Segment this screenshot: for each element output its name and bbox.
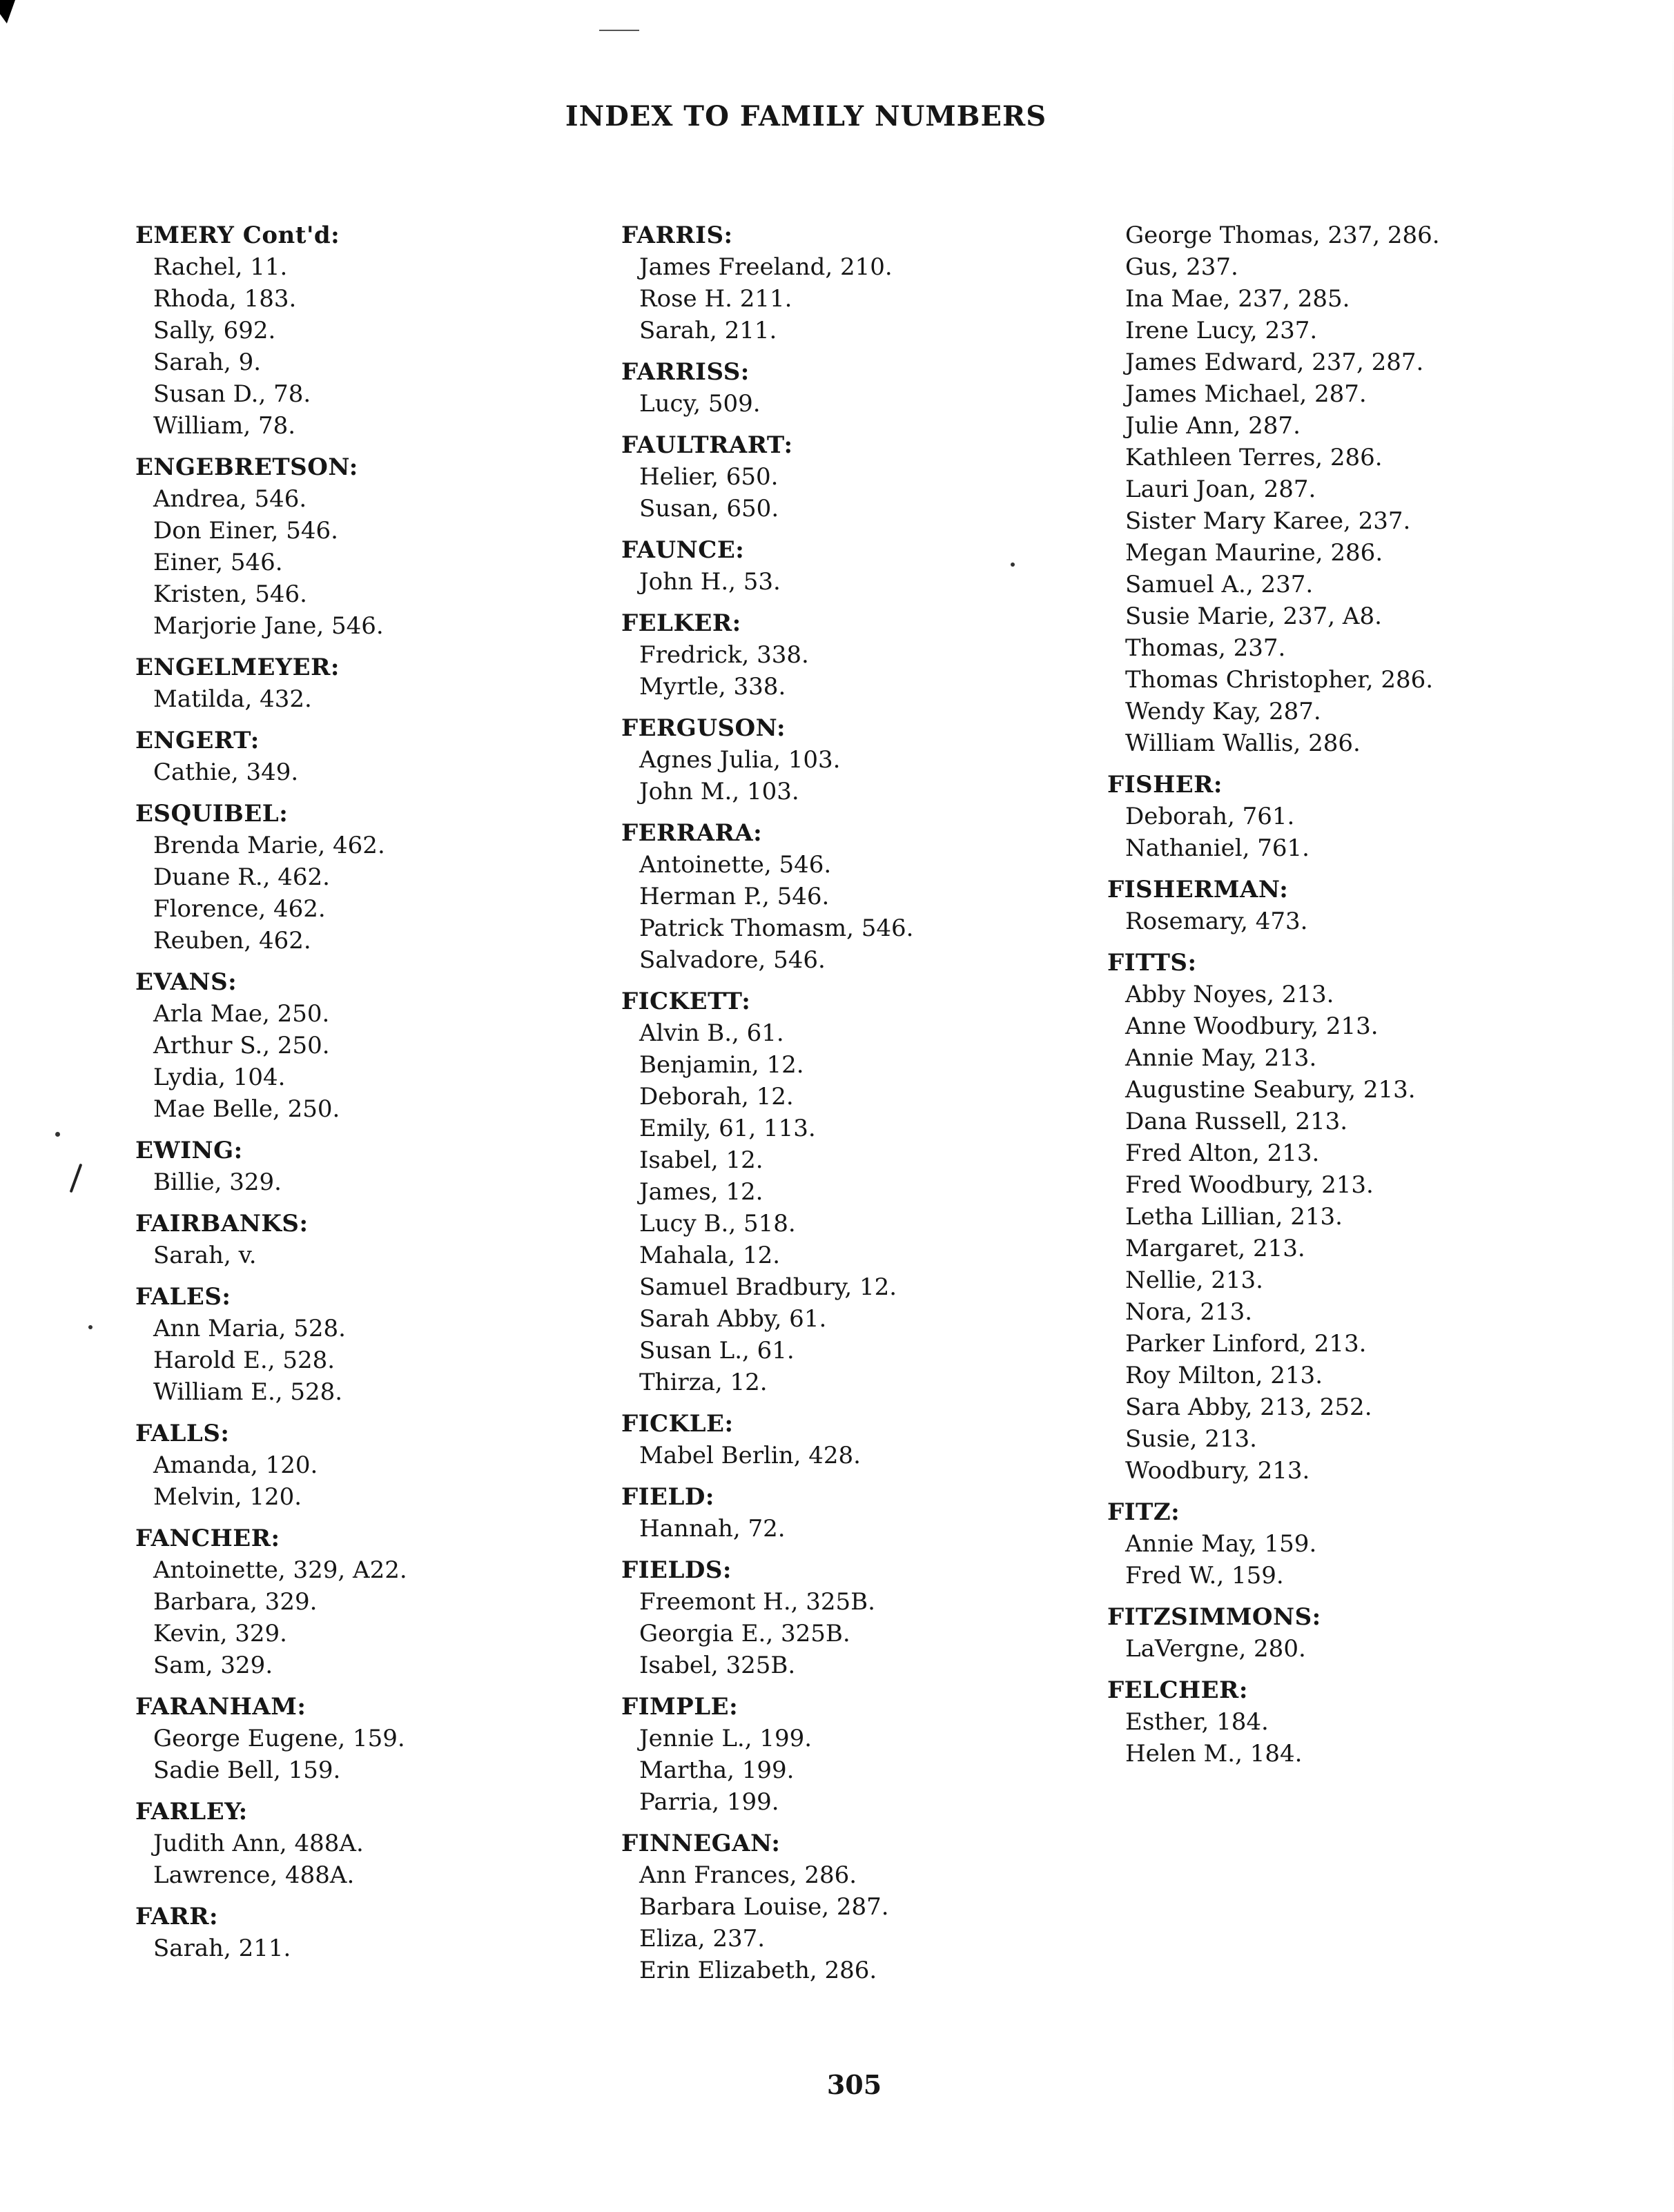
index-entry: Thomas, 237. <box>1125 634 1286 662</box>
index-entry: Kevin, 329. <box>153 1620 287 1647</box>
surname-group <box>135 966 632 1125</box>
index-entry: John M., 103. <box>639 778 799 805</box>
index-entry: Mahala, 12. <box>639 1242 781 1269</box>
index-entry: Brenda Marie, 462. <box>153 832 385 859</box>
index-entry: Myrtle, 338. <box>639 673 786 701</box>
surname-heading: FISHER: <box>1107 771 1223 799</box>
scan-corner-mark <box>0 0 15 23</box>
index-entry: Deborah, 12. <box>639 1083 794 1110</box>
surname-heading: ENGERT: <box>135 727 260 754</box>
index-entry: Hannah, 72. <box>639 1515 786 1543</box>
surname-heading: EWING: <box>135 1137 243 1164</box>
surname-heading: FARRISS: <box>621 358 750 386</box>
index-column-1 <box>135 219 632 1974</box>
surname-heading: ENGELMEYER: <box>135 654 340 681</box>
index-entry: Rose H. 211. <box>639 285 792 313</box>
surname-heading: FIELDS: <box>621 1556 732 1584</box>
index-entry: LaVergne, 280. <box>1125 1635 1306 1663</box>
index-entry: Abby Noyes, 213. <box>1125 981 1334 1008</box>
index-entry: Duane R., 462. <box>153 863 330 891</box>
surname-group <box>621 607 1118 703</box>
index-entry: Parria, 199. <box>639 1788 779 1816</box>
index-entry: James Edward, 237, 287. <box>1125 349 1424 376</box>
surname-group <box>1107 1601 1604 1665</box>
index-entry: Sarah Abby, 61. <box>639 1305 827 1333</box>
index-entry: Andrea, 546. <box>153 485 307 513</box>
index-entry: Reuben, 462. <box>153 927 311 955</box>
index-entry: Amanda, 120. <box>153 1451 318 1479</box>
surname-heading: EVANS: <box>135 968 237 996</box>
surname-heading: FAUNCE: <box>621 536 745 564</box>
index-entry: Julie Ann, 287. <box>1125 412 1301 440</box>
index-entry: James Freeland, 210. <box>639 253 893 281</box>
index-entry: Gus, 237. <box>1125 253 1238 281</box>
index-entry: Arthur S., 250. <box>153 1032 330 1059</box>
surname-heading: FARRIS: <box>621 222 733 249</box>
index-entry: Susan D., 78. <box>153 380 311 408</box>
surname-group <box>621 534 1118 598</box>
index-entry: Judith Ann, 488A. <box>153 1830 364 1857</box>
index-entry: Kristen, 546. <box>153 580 307 608</box>
index-entry: Margaret, 213. <box>1125 1235 1305 1262</box>
index-entry: George Eugene, 159. <box>153 1725 405 1752</box>
index-entry: William, 78. <box>153 412 296 440</box>
surname-group <box>621 817 1118 976</box>
surname-heading: FARLEY: <box>135 1798 248 1826</box>
index-entry: Isabel, 325B. <box>639 1652 796 1679</box>
surname-heading: FANCHER: <box>135 1525 280 1552</box>
surname-group <box>135 1901 632 1964</box>
index-entry: Sarah, 211. <box>153 1935 291 1962</box>
index-entry: Wendy Kay, 287. <box>1125 698 1321 725</box>
index-entry: Thomas Christopher, 286. <box>1125 666 1434 694</box>
index-entry: Kathleen Terres, 286. <box>1125 444 1383 471</box>
index-entry: Augustine Seabury, 213. <box>1125 1076 1416 1104</box>
index-entry: Herman P., 546. <box>639 883 830 910</box>
index-entry: Florence, 462. <box>153 895 326 923</box>
index-entry: Ann Maria, 528. <box>153 1315 346 1342</box>
index-entry: Barbara Louise, 287. <box>639 1893 889 1921</box>
surname-group <box>135 1135 632 1198</box>
surname-group <box>135 1208 632 1271</box>
surname-heading: FERGUSON: <box>621 714 786 742</box>
surname-group <box>135 1523 632 1681</box>
surname-group <box>1107 1496 1604 1592</box>
index-entry: Susie Marie, 237, A8. <box>1125 603 1382 630</box>
index-entry: Irene Lucy, 237. <box>1125 317 1318 344</box>
index-entry: Lydia, 104. <box>153 1064 286 1091</box>
index-entry: Fred W., 159. <box>1125 1562 1284 1589</box>
pen-mark <box>70 1164 83 1193</box>
index-entry: Patrick Thomasm, 546. <box>639 914 914 942</box>
index-entry: Erin Elizabeth, 286. <box>639 1957 877 1984</box>
index-entry: Susie, 213. <box>1125 1425 1257 1453</box>
index-entry: Freemont H., 325B. <box>639 1588 875 1616</box>
surname-group <box>1107 947 1604 1487</box>
index-entry: Lucy B., 518. <box>639 1210 796 1237</box>
index-entry: Parker Linford, 213. <box>1125 1330 1367 1358</box>
surname-heading: FAIRBANKS: <box>135 1210 309 1237</box>
surname-heading: FINNEGAN: <box>621 1830 781 1857</box>
index-entry: Sara Abby, 213, 252. <box>1125 1393 1372 1421</box>
index-entry: Nathaniel, 761. <box>1125 834 1310 862</box>
surname-heading: FAULTRART: <box>621 431 793 459</box>
index-entry: Barbara, 329. <box>153 1588 318 1616</box>
surname-group <box>135 1691 632 1786</box>
index-entry: Esther, 184. <box>1125 1708 1269 1736</box>
surname-heading: FISHERMAN: <box>1107 876 1289 903</box>
surname-heading: FERRARA: <box>621 819 763 847</box>
index-entry: James Michael, 287. <box>1125 380 1367 408</box>
index-entry: Agnes Julia, 103. <box>639 746 841 774</box>
surname-heading: FITTS: <box>1107 949 1197 977</box>
surname-group <box>135 1418 632 1513</box>
index-entry: Don Einer, 546. <box>153 517 338 545</box>
surname-heading: ENGEBRETSON: <box>135 453 358 481</box>
index-entry: Isabel, 12. <box>639 1146 763 1174</box>
index-entry: Einer, 546. <box>153 549 283 576</box>
index-entry: Matilda, 432. <box>153 685 312 713</box>
index-entry: Sarah, 9. <box>153 349 262 376</box>
surname-group <box>135 1281 632 1408</box>
page-title: INDEX TO FAMILY NUMBERS <box>565 100 1047 133</box>
surname-heading: FICKLE: <box>621 1410 734 1438</box>
index-entry: Alvin B., 61. <box>639 1019 784 1047</box>
surname-heading: FITZ: <box>1107 1498 1180 1526</box>
index-entry: Lucy, 509. <box>639 390 761 418</box>
index-entry: Mae Belle, 250. <box>153 1095 340 1123</box>
surname-heading: FALES: <box>135 1283 231 1311</box>
surname-heading: FALLS: <box>135 1420 230 1447</box>
index-entry: Samuel A., 237. <box>1125 571 1314 598</box>
surname-heading: FIELD: <box>621 1483 714 1511</box>
surname-group <box>135 725 632 788</box>
surname-heading: FIMPLE: <box>621 1693 739 1721</box>
index-entry: Harold E., 528. <box>153 1347 335 1374</box>
index-entry: Ann Frances, 286. <box>639 1861 857 1889</box>
surname-heading: ESQUIBEL: <box>135 800 289 828</box>
index-column-3 <box>1107 219 1604 1779</box>
index-entry: Nellie, 213. <box>1125 1266 1263 1294</box>
surname-heading: FELCHER: <box>1107 1676 1248 1704</box>
surname-group <box>621 986 1118 1398</box>
surname-group <box>621 1828 1118 1986</box>
index-entry: Benjamin, 12. <box>639 1051 804 1079</box>
surname-group <box>1107 769 1604 864</box>
index-entry: Arla Mae, 250. <box>153 1000 330 1028</box>
index-entry: Antoinette, 546. <box>639 851 832 879</box>
page-number: 305 <box>826 2069 882 2100</box>
top-rule <box>599 30 639 31</box>
index-entry: Georgia E., 325B. <box>639 1620 850 1647</box>
index-entry: Sadie Bell, 159. <box>153 1756 341 1784</box>
index-entry: Annie May, 159. <box>1125 1530 1317 1558</box>
index-entry: Annie May, 213. <box>1125 1044 1317 1072</box>
index-entry: Letha Lillian, 213. <box>1125 1203 1343 1231</box>
surname-heading: FARR: <box>135 1903 219 1930</box>
index-entry: Sarah, v. <box>153 1242 257 1269</box>
surname-heading: FICKETT: <box>621 988 751 1015</box>
index-entry: James, 12. <box>639 1178 763 1206</box>
surname-group <box>135 451 632 642</box>
surname-group <box>621 1408 1118 1471</box>
index-entry: Helier, 650. <box>639 463 779 491</box>
index-entry: Nora, 213. <box>1125 1298 1253 1326</box>
index-entry: Susan, 650. <box>639 495 779 522</box>
index-entry: Rosemary, 473. <box>1125 908 1308 935</box>
index-entry: Lauri Joan, 287. <box>1125 476 1316 503</box>
index-entry: Sally, 692. <box>153 317 276 344</box>
index-entry: Helen M., 184. <box>1125 1740 1303 1768</box>
surname-group <box>135 798 632 957</box>
surname-group <box>135 652 632 715</box>
surname-group <box>1107 874 1604 937</box>
surname-group <box>1107 219 1604 759</box>
speck <box>88 1325 93 1329</box>
index-entry: Martha, 199. <box>639 1756 795 1784</box>
index-entry: George Thomas, 237, 286. <box>1125 222 1440 249</box>
surname-heading: FITZSIMMONS: <box>1107 1603 1321 1631</box>
surname-group <box>621 1554 1118 1681</box>
speck <box>55 1132 60 1137</box>
surname-group <box>621 1691 1118 1818</box>
index-entry: Cathie, 349. <box>153 758 299 786</box>
index-entry: Fred Alton, 213. <box>1125 1139 1320 1167</box>
index-entry: Megan Maurine, 286. <box>1125 539 1383 567</box>
index-entry: Sarah, 211. <box>639 317 777 344</box>
index-entry: Melvin, 120. <box>153 1483 302 1511</box>
surname-group <box>135 1796 632 1891</box>
index-entry: Marjorie Jane, 546. <box>153 612 384 640</box>
index-entry: Roy Milton, 213. <box>1125 1362 1323 1389</box>
surname-heading: FELKER: <box>621 609 741 637</box>
surname-group <box>621 712 1118 808</box>
surname-group <box>621 429 1118 525</box>
index-entry: Samuel Bradbury, 12. <box>639 1273 897 1301</box>
index-entry: Fred Woodbury, 213. <box>1125 1171 1374 1199</box>
index-entry: Jennie L., 199. <box>639 1725 812 1752</box>
surname-heading: FARANHAM: <box>135 1693 306 1721</box>
index-entry: Dana Russell, 213. <box>1125 1108 1348 1135</box>
index-entry: Anne Woodbury, 213. <box>1125 1012 1379 1040</box>
index-entry: Woodbury, 213. <box>1125 1457 1310 1485</box>
index-entry: Eliza, 237. <box>639 1925 766 1952</box>
index-entry: Lawrence, 488A. <box>153 1861 355 1889</box>
index-entry: Billie, 329. <box>153 1168 282 1196</box>
surname-group <box>621 219 1118 346</box>
index-entry: Antoinette, 329, A22. <box>153 1556 407 1584</box>
index-entry: Thirza, 12. <box>639 1369 768 1396</box>
index-entry: Sister Mary Karee, 237. <box>1125 507 1411 535</box>
surname-group <box>621 1481 1118 1545</box>
index-entry: Sam, 329. <box>153 1652 273 1679</box>
index-entry: Emily, 61, 113. <box>639 1115 816 1142</box>
index-entry: John H., 53. <box>639 568 781 596</box>
index-entry: Salvadore, 546. <box>639 946 826 974</box>
index-entry: Ina Mae, 237, 285. <box>1125 285 1350 313</box>
index-entry: Mabel Berlin, 428. <box>639 1442 861 1469</box>
index-entry: William E., 528. <box>153 1378 343 1406</box>
surname-group <box>621 356 1118 420</box>
index-entry: William Wallis, 286. <box>1125 730 1361 757</box>
index-entry: Susan L., 61. <box>639 1337 795 1364</box>
index-entry: Deborah, 761. <box>1125 803 1295 830</box>
surname-group <box>135 219 632 442</box>
index-column-2 <box>621 219 1118 1996</box>
index-entry: Rhoda, 183. <box>153 285 297 313</box>
surname-group <box>1107 1674 1604 1770</box>
index-entry: Rachel, 11. <box>153 253 288 281</box>
index-entry: Fredrick, 338. <box>639 641 809 669</box>
surname-heading: EMERY Cont'd: <box>135 222 340 249</box>
